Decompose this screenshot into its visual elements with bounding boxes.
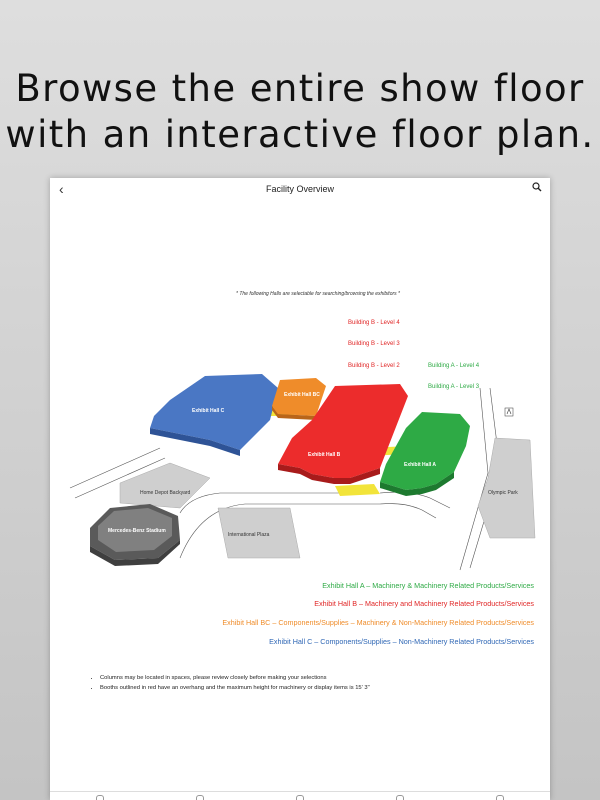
list-item: • Columns may be located in spaces, please review closely before making your selections <box>100 675 370 681</box>
international-plaza-label: International Plaza <box>228 532 270 538</box>
headline <box>0 66 600 158</box>
navbar <box>50 178 550 200</box>
legend-hall-b: Exhibit Hall B – Machinery and Machinery Related Products/Services <box>314 599 534 608</box>
exhibit-hall-c[interactable] <box>150 374 278 456</box>
hall-a-label: Exhibit Hall A <box>404 462 437 468</box>
tab-bar <box>50 791 550 800</box>
mercedes-benz-stadium <box>90 504 180 566</box>
hall-bc-label-line1: Exhibit Hall BC <box>284 392 320 398</box>
tab-5-icon[interactable] <box>496 795 504 800</box>
legend-hall-bc: Exhibit Hall BC – Components/Supplies – Machinery & Non-Machinery Related Products/Services <box>222 618 534 627</box>
tab-1-icon[interactable] <box>96 795 104 800</box>
north-arrow-icon <box>505 408 513 416</box>
page-title: Facility Overview <box>265 184 334 194</box>
level-link-b2[interactable]: Building B - Level 2 <box>348 363 400 369</box>
search-icon[interactable] <box>532 182 542 192</box>
stadium-label: Mercedes-Benz Stadium <box>108 528 166 534</box>
level-link-a3[interactable]: Building A - Level 3 <box>428 384 480 390</box>
selectable-note: * The following Halls are selectable for searching/browsing the exhibitors * <box>236 291 400 297</box>
notes-list <box>86 675 370 695</box>
connector-south[interactable] <box>335 484 380 496</box>
device-screen <box>50 178 550 800</box>
olympic-park <box>478 438 535 538</box>
level-link-b4[interactable]: Building B - Level 4 <box>348 320 400 326</box>
headline-line-2: with an interactive floor plan. <box>5 113 595 156</box>
home-depot-backyard-label: Home Depot Backyard <box>140 490 191 496</box>
hall-c-label: Exhibit Hall C <box>192 408 225 414</box>
hall-b-label: Exhibit Hall B <box>308 452 341 458</box>
level-link-b3[interactable]: Building B - Level 3 <box>348 341 400 347</box>
tab-3-icon[interactable] <box>296 795 304 800</box>
headline-line-1: Browse the entire show floor <box>15 67 585 110</box>
legend-hall-c: Exhibit Hall C – Components/Supplies – Non-Machinery Related Products/Services <box>269 637 534 646</box>
back-chevron-icon[interactable]: ‹ <box>59 181 64 197</box>
level-link-a4[interactable]: Building A - Level 4 <box>428 363 480 369</box>
list-item: • Booths outlined in red have an overhang and the maximum height for machinery or display items is 15' 3" <box>100 685 370 691</box>
tab-2-icon[interactable] <box>196 795 204 800</box>
tab-4-icon[interactable] <box>396 795 404 800</box>
olympic-park-label: Olympic Park <box>488 490 518 496</box>
legend-hall-a: Exhibit Hall A – Machinery & Machinery Related Products/Services <box>322 581 534 590</box>
home-depot-backyard <box>120 463 210 508</box>
